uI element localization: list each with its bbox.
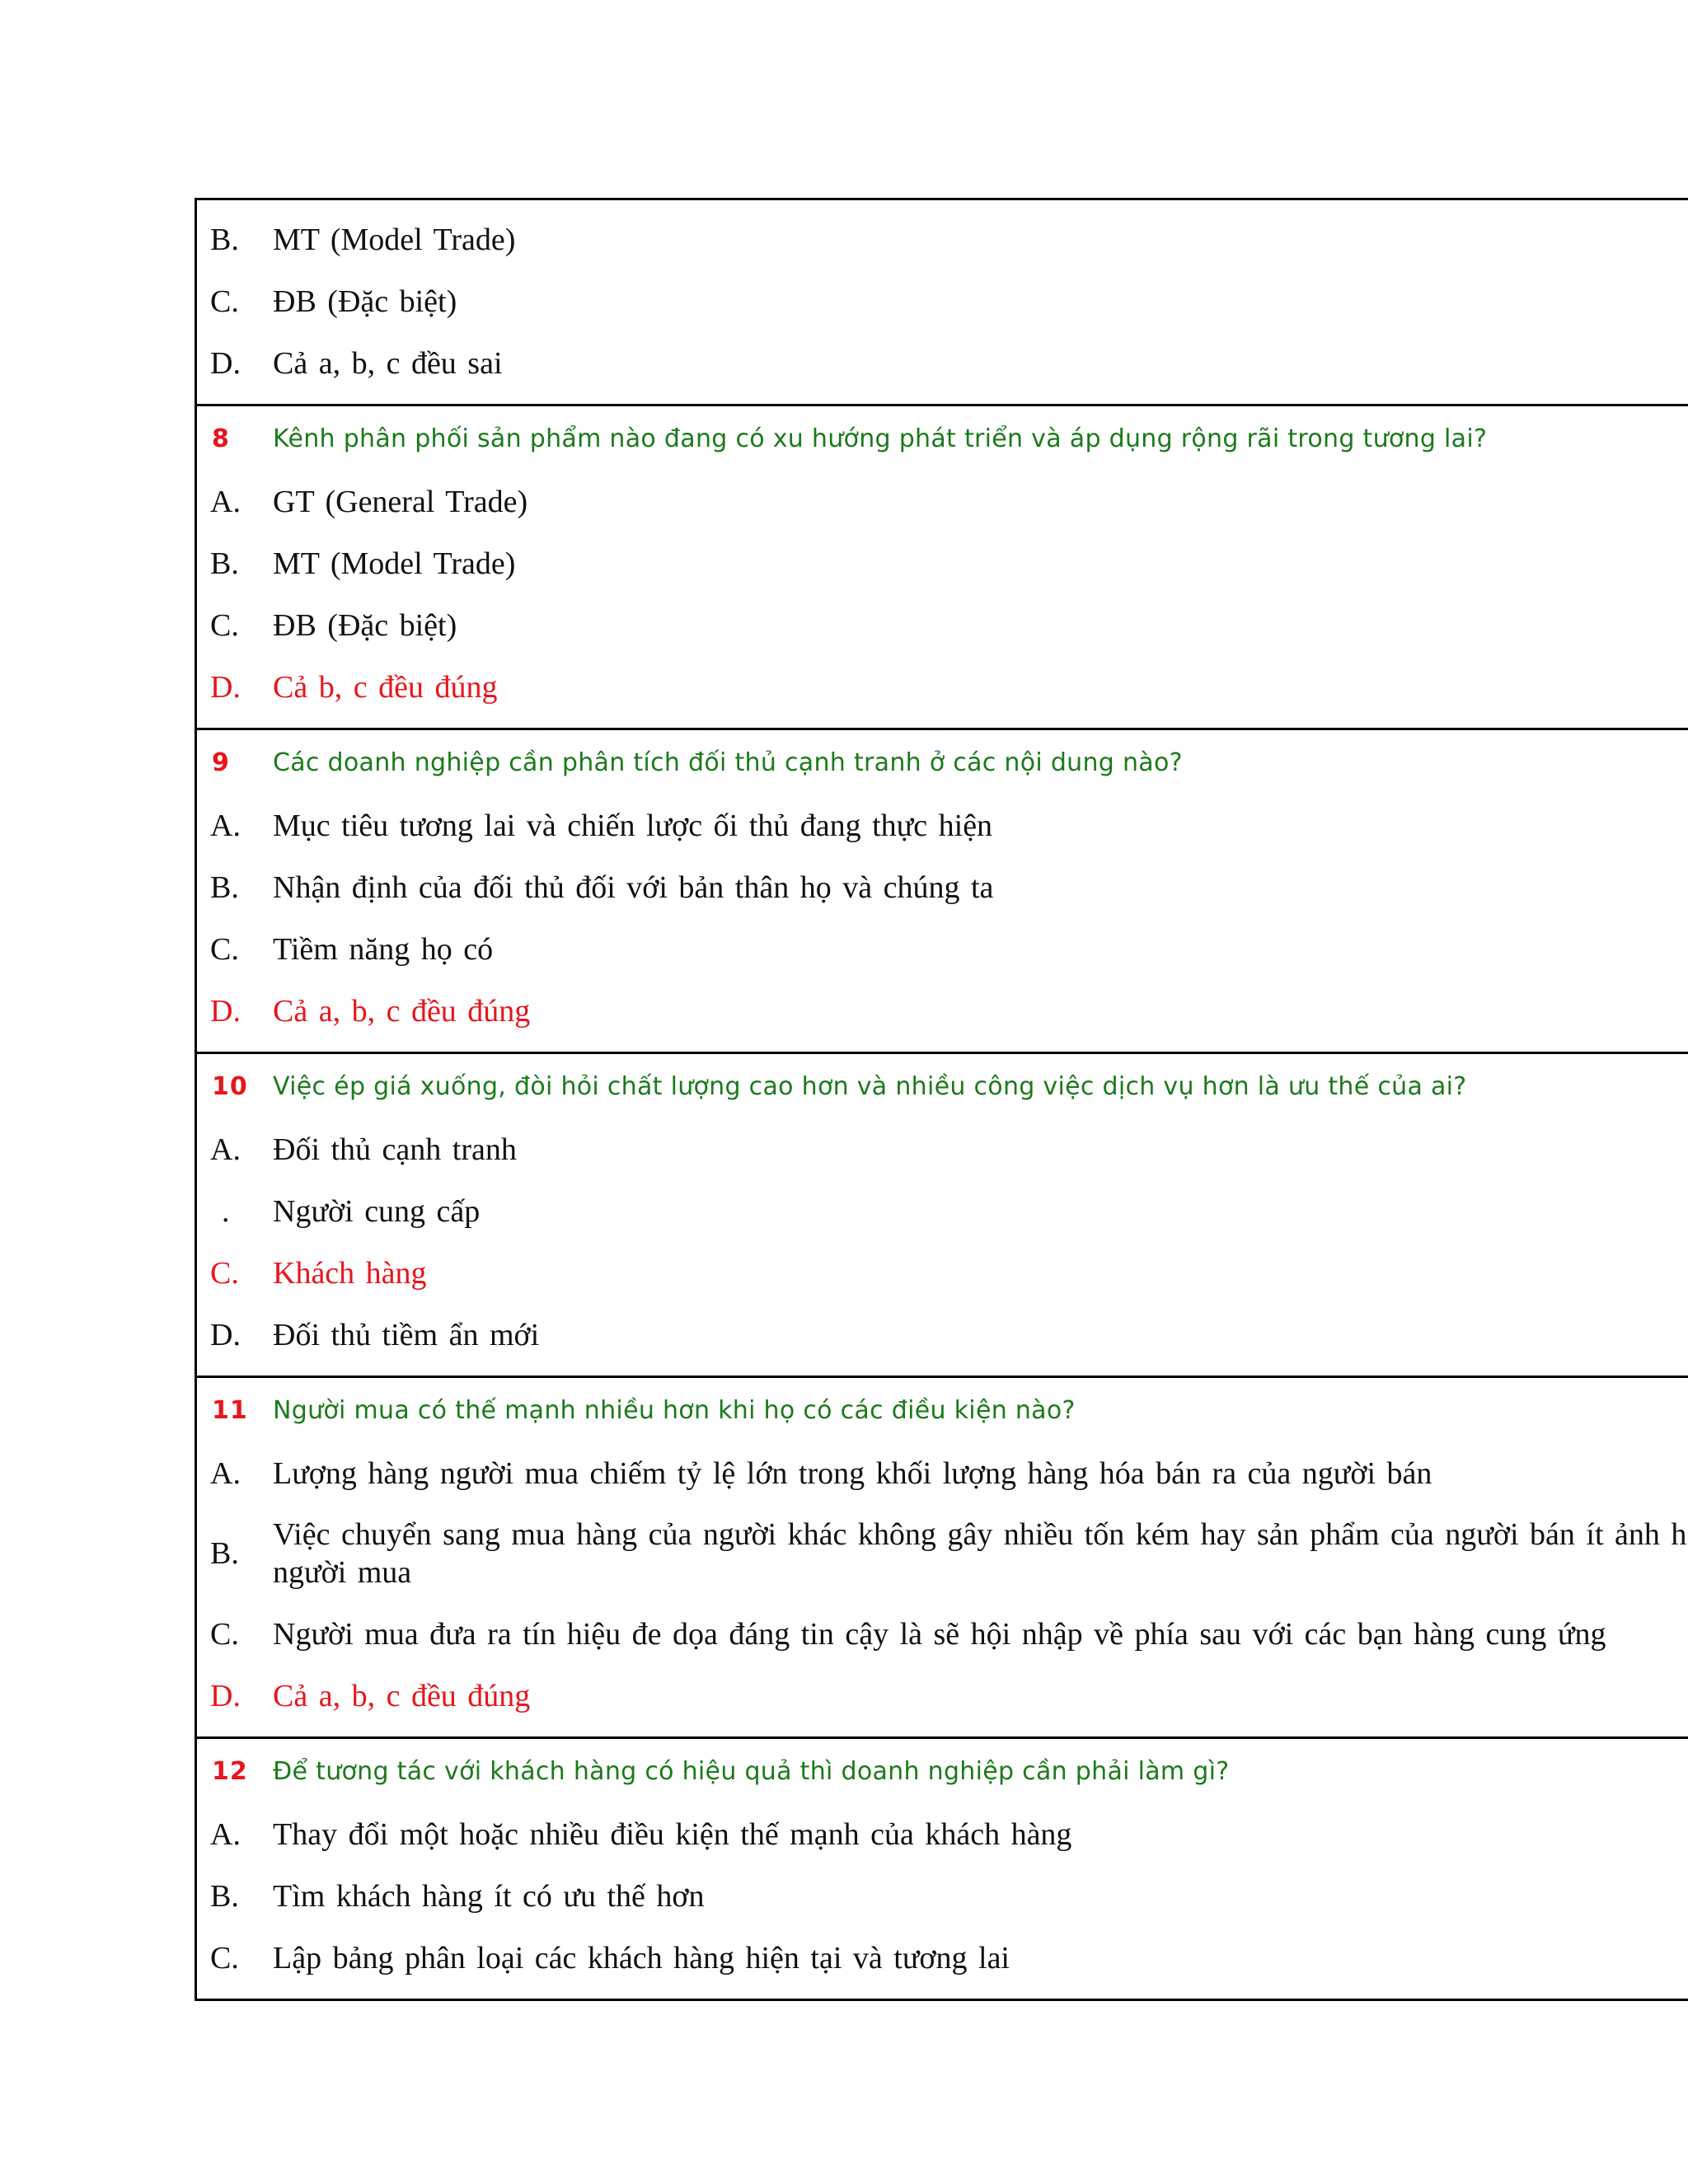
option-c[interactable] — [197, 596, 1688, 658]
option-letter: C. — [210, 1256, 239, 1291]
option-letter: . — [222, 1194, 230, 1229]
option-a[interactable] — [197, 1120, 1688, 1182]
option-a[interactable] — [197, 1805, 1688, 1867]
option-text: Lượng hàng người mua chiếm tỷ lệ lớn trong khối lượng hàng hóa bán ra của người bán — [273, 1456, 1432, 1491]
option-letter: C. — [210, 284, 239, 319]
option-letter: A. — [210, 485, 241, 519]
question-number: 10 — [212, 1072, 248, 1101]
option-text: MT (Model Trade) — [273, 546, 516, 581]
option-c-correct[interactable] — [197, 1244, 1688, 1305]
option-b[interactable] — [197, 858, 1688, 920]
option-text: Cả a, b, c đều đúng — [273, 994, 531, 1029]
option-b[interactable] — [197, 534, 1688, 596]
option-letter: A. — [210, 1132, 241, 1167]
option-c[interactable] — [197, 1605, 1688, 1666]
option-b[interactable] — [197, 1182, 1688, 1244]
question-table — [195, 198, 1688, 2001]
question-block-12 — [197, 1739, 1688, 2001]
option-text: Người cung cấp — [273, 1194, 481, 1229]
option-b[interactable] — [197, 1506, 1688, 1605]
question-block-11 — [197, 1378, 1688, 1739]
option-letter: C. — [210, 608, 239, 643]
option-text: Việc chuyển sang mua hàng của người khác không gây nhiều tốn kém hay sản phẩm của người bán ít ảnh h người mua — [273, 1517, 1687, 1590]
option-text: Cả a, b, c đều sai — [273, 346, 503, 381]
option-letter: D. — [210, 670, 241, 705]
question-row — [197, 730, 1688, 796]
option-d-correct[interactable] — [197, 1666, 1688, 1728]
question-text: Việc ép giá xuống, đòi hỏi chất lượng cao hơn và nhiều công việc dịch vụ hơn là ưu thế của ai? — [273, 1072, 1467, 1101]
option-letter: B. — [210, 546, 239, 581]
option-d-correct[interactable] — [197, 658, 1688, 719]
question-text: Người mua có thế mạnh nhiều hơn khi họ có các điều kiện nào? — [273, 1396, 1076, 1425]
option-letter: A. — [210, 1817, 241, 1852]
option-text: Tìm khách hàng ít có ưu thế hơn — [273, 1879, 705, 1914]
option-letter: D. — [210, 1679, 241, 1713]
question-row — [197, 406, 1688, 472]
question-text: Các doanh nghiệp cần phân tích đối thủ cạnh tranh ở các nội dung nào? — [273, 748, 1183, 777]
option-text: GT (General Trade) — [273, 485, 528, 519]
option-d[interactable] — [197, 334, 1688, 396]
option-letter: C. — [210, 932, 239, 967]
option-a[interactable] — [197, 796, 1688, 858]
option-letter: B. — [210, 223, 239, 257]
option-letter: D. — [210, 1318, 241, 1352]
option-a[interactable] — [197, 1444, 1688, 1506]
option-letter: D. — [210, 346, 241, 381]
question-text: Để tương tác với khách hàng có hiệu quả thì doanh nghiệp cần phải làm gì? — [273, 1757, 1230, 1786]
question-text: Kênh phân phối sản phẩm nào đang có xu hướng phát triển và áp dụng rộng rãi trong tương lai? — [273, 424, 1488, 453]
option-text: Đối thủ cạnh tranh — [273, 1132, 517, 1167]
question-block-7-continued — [197, 200, 1688, 406]
question-number: 11 — [212, 1396, 248, 1425]
option-c[interactable] — [197, 272, 1688, 334]
option-text: Tiềm năng họ có — [273, 932, 494, 967]
option-letter: D. — [210, 994, 241, 1029]
option-text: Lập bảng phân loại các khách hàng hiện tại và tương lai — [273, 1941, 1010, 1975]
option-letter: C. — [210, 1617, 239, 1652]
question-block-10 — [197, 1054, 1688, 1378]
question-row — [197, 1739, 1688, 1805]
option-a[interactable] — [197, 472, 1688, 534]
option-text: Người mua đưa ra tín hiệu đe dọa đáng tin cậy là sẽ hội nhập về phía sau với các bạn hàng cung ứng — [273, 1617, 1606, 1652]
question-row — [197, 1054, 1688, 1120]
option-d-correct[interactable] — [197, 982, 1688, 1043]
option-letter: B. — [210, 870, 239, 905]
option-d[interactable] — [197, 1305, 1688, 1367]
option-letter: A. — [210, 808, 241, 843]
option-text: MT (Model Trade) — [273, 223, 516, 257]
option-text: Thay đổi một hoặc nhiều điều kiện thế mạnh của khách hàng — [273, 1817, 1072, 1852]
option-text: Nhận định của đối thủ đối với bản thân họ và chúng ta — [273, 870, 994, 905]
option-text: Cả a, b, c đều đúng — [273, 1679, 531, 1713]
option-text: Khách hàng — [273, 1256, 427, 1291]
option-text: Mục tiêu tương lai và chiến lược ối thủ đang thực hiện — [273, 808, 993, 843]
question-number: 8 — [212, 424, 230, 453]
option-text: Đối thủ tiềm ẩn mới — [273, 1318, 540, 1352]
option-letter: A. — [210, 1456, 241, 1491]
option-text: ĐB (Đặc biệt) — [273, 284, 457, 319]
question-block-9 — [197, 730, 1688, 1054]
option-c[interactable] — [197, 1929, 1688, 1990]
question-number: 12 — [212, 1757, 248, 1786]
question-number: 9 — [212, 748, 230, 777]
option-text: Cả b, c đều đúng — [273, 670, 498, 705]
option-c[interactable] — [197, 920, 1688, 982]
option-letter: B. — [210, 1879, 239, 1914]
option-b[interactable] — [197, 210, 1688, 272]
option-letter: C. — [210, 1941, 239, 1975]
question-block-8 — [197, 406, 1688, 730]
question-row — [197, 1378, 1688, 1444]
option-b[interactable] — [197, 1867, 1688, 1929]
option-text: ĐB (Đặc biệt) — [273, 608, 457, 643]
option-letter: B. — [210, 1536, 239, 1571]
